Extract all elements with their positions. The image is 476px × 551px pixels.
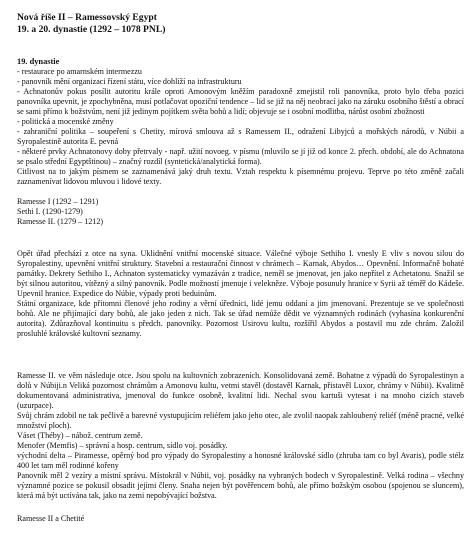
section-line: - některé prvky Achnatonovy doby přetrvaly - např. užití novoeg. v písmu (mluvilo se jí již od konce 2. přech. období, ale do Achnatona se psalo střední Egyptštinou) – značný rozdíl (syntetická/analytická forma). — [17, 147, 464, 166]
ruler-entry: Ramesse II. (1279 – 1212) — [17, 217, 104, 226]
ruler-entry: Ramesse I (1292 – 1291) — [17, 197, 99, 206]
paragraph-ramesse-ii: Ramesse II. ve věm následuje otce. Jsou spolu na kultovních zobrazeních. Konsolidovaná země. Bohatne z výpadů do Syropalestinyn a dolů v Núbiji.n Veliká pozornost chrámům a Amonovu kultu, vetmi stavěl (dostavěl Karnak, přistavěl Luxor, chrámy v Núbii). Kvalitně dokumentovaná administrativa, jmenoval do funkce osobně, kvalitní lidi. Nechal svou kartuši vytesat i na mnoho cizích staveb (uzurpace). — [17, 371, 464, 410]
document-title: Nová říše II – Ramessovský Egypt — [17, 12, 157, 23]
paragraph-state-organization: Státní organizace, kde přítomni členové jeho rodiny a věrní úředníci, lidé jemu oddaní a jim jmenovaní. Prezentuje se ve společnosti bohů. Ale ne přijímající dary bohů, ale jako jeden z nich. Tak se úřad nemůže dědit ve významných rodinách (vyhasína konkurenční autorita). Zdůrazňoval kontinuitu s předch. panovníky. Pozornost Usirovu kultu, rozšířil Abydos a postavil mu zde chrám. Založil prosluhlé královské kultovní seznamy. — [17, 299, 464, 338]
section-line: - politická a mocenské změny — [17, 117, 114, 126]
spacer — [17, 501, 464, 514]
section-line: - zahraniční politika – soupeření s Chetity, mírová smlouva až s Ramessem II., odražení Libyjců a mořských národů, v Núbii a Syropalestině autorita E. pevná — [17, 127, 464, 146]
paragraph-ramesse-ii: Váset (Théby) – nábož. centrum země. — [17, 431, 143, 440]
section-heading-19-dynastie: 19. dynastie — [17, 57, 60, 66]
section-line: - panovník mění organizaci řízení státu, více dohlíží na infrastrukturu — [17, 77, 242, 86]
paragraph-ramesse-ii: Menofer (Memfis) – správní a hosp. centrum, sídlo voj. posádky. — [17, 441, 228, 450]
paragraph-ramesse-ii: východní delta – Piramesse, opěrný bod pro výpady do Syropalestiny a honosné královské sídlo (zhruba tam co byl Avaris), podle stélz 400 let tam měl rodinné kořeny — [17, 451, 464, 470]
spacer — [17, 35, 464, 57]
section-line: Citlivost na to jakým písmem se zaznamenává jaký druh textu. Vztah respektu k písemnému projevu. Teprve po této změně začali zaznamenívat lidovou mluvou i lidové texty. — [17, 167, 464, 186]
spacer — [17, 227, 464, 249]
spacer — [17, 361, 464, 371]
section-19-lines — [17, 67, 464, 187]
footer-partial-line: Ramesse II a Chetité — [17, 514, 85, 523]
paragraph-ramesse-ii: Svůj chrám zdobil ne tak pečlivě a barevné vystupujícím reliéfem jako jeho otec, ale zvolil naopak zahloubený reliéf (méně pracné, velké množství ploch). — [17, 411, 464, 430]
rulers-list — [17, 197, 464, 227]
ruler-entry: Sethi I. (1290-1279) — [17, 207, 83, 216]
section-line: - Achnatonův pokus posílit autoritu krále oproti Amonovým kněžím paradoxně zmejistil roli panovníka, proto bylo třeba pozici panovníka upevnit, je zpochybněna, musí potlačovat opoziční tendence – lid se již na něj neobrací jako na záruku osobního štěstí a obrací se sami přímo k božstvům, není již jedinym pojítkem světa bohů a lidí; objevuje se i osobní modlitba, nárůst osobní zbožnosti — [17, 87, 464, 116]
ramesse-ii-section — [17, 371, 464, 501]
spacer — [17, 339, 464, 361]
paragraph-ramesse-ii: Panovník měl 2 vezíry a místní správu. Místokrál v Núbii, voj. posádky na vybraných bodech v Syropalestině. Velká rodina – všechny významné pozice se pokusil obsadit jejími členy. Snaha nejen být pověřencem bohů, ale přímo božským osobou (spojenou se sluncem), která má být uctívána tak, jako na zemi nepobývající božstva. — [17, 471, 464, 500]
spacer — [17, 187, 464, 197]
section-line: - restaurace po amarnském intermezzu — [17, 67, 142, 76]
document-subtitle: 19. a 20. dynastie (1292 – 1078 PNL) — [17, 23, 166, 35]
paragraph-sethi: Opět úřad přechází z otce na syna. Uklidnění vnitřní mocenské situace. Válečné výboje Sethiho I. vnesly E vliv s novou silou do Syropalestiny, upevnění vnitřní struktury. Stavební a restaurační činnost v chrámech – Karnak, Abydos… Opevnění. Informačně bohaté památky. Dekrety Sethiho I., Achnaton systematicky vymazáván z tradice, neměl se jmenovat, jen jako nepřítel z Achetatonu. Snažil se být silnou autoritou, vítězný a silný panovník. Podle možností jmenuje i velekněze. Výboje posunuly hranice v Syrii až téměř do Kádeše. Upevnil hranice. Expedice do Núbie, výpady proti beduinům. — [17, 249, 464, 298]
